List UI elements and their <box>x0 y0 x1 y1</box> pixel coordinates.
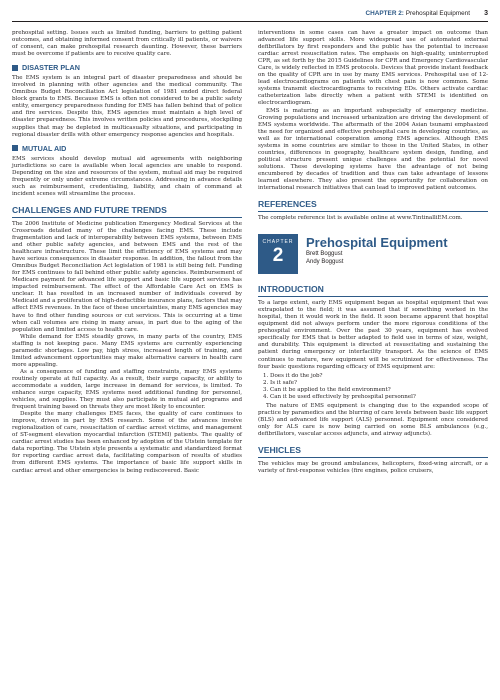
disaster-plan-heading-text: DISASTER PLAN <box>22 63 80 73</box>
chapter-number-badge <box>258 234 298 274</box>
section-square-icon <box>12 65 18 71</box>
references-heading: REFERENCES <box>258 199 488 212</box>
right-column <box>258 30 488 475</box>
chapter-label: CHAPTER 2: <box>365 10 404 17</box>
mutual-aid-heading <box>12 144 242 153</box>
page-number: 3 <box>484 10 488 17</box>
introduction-heading: INTRODUCTION <box>258 284 488 297</box>
left-column <box>12 30 242 475</box>
author-2: Andy Boggust <box>306 259 344 266</box>
references-text: The complete reference list is available online at www.TintinalliEM.com. <box>258 215 463 222</box>
chapter-title: Prehospital Equipment <box>405 10 470 17</box>
list-item: 2. Is it safe? <box>270 380 488 387</box>
author-1: Brett Boggust <box>306 251 343 258</box>
chapter-info <box>306 234 448 266</box>
list-item: 4. Can it be used effectively by prehospital personnel? <box>270 394 488 401</box>
chapter-number: 2 <box>272 245 284 267</box>
continued-paragraph-1: interventions in some cases can have a greater impact on outcome than advanced life support skills. More widespread use of automated external defibrillators by first responders and the public has the potential to increase cardiac arrest resuscitation rates. The emphasis on high-quality, uninterrupted CPR, as set forth by the 2015 Guidelines for CPR and Emergency Cardiovascular Care, is widely reflected in EMS protocols. Devices that provide instant feedback on the quality of CPR are in use by many EMS services. Prehospital use of 12-lead electrocardiograms on patients with chest pain is now common. Some systems transmit electrocardiograms to receiving EDs. Others activate cardiac catheterization labs directly when a patient with STEMI is identified on electrocardiogram. <box>258 30 488 107</box>
running-header <box>0 10 500 22</box>
chapter-word: CHAPTER <box>262 239 294 246</box>
section-square-icon <box>12 145 18 151</box>
mutual-aid-paragraph: EMS services should develop mutual aid agreements with neighboring jurisdictions so care is available when local agencies are unable to respond. Depending on the size and resources of the system, mutual aid may be required frequently or only under extreme circumstances. Addressing in advance details such as reimbursement, credentialing, liability, and chain of command at incident scenes will streamline the process. <box>12 155 242 197</box>
vehicles-paragraph: The vehicles may be ground ambulances, helicopters, fixed-wing aircraft, or a variety of first-response vehicles (fire engines, police cruisers, <box>258 461 488 475</box>
intro-paragraph: prehospital setting. Issues such as limited funding, barriers to getting patient outcomes, and obtaining informed consent from critically ill patients, or waivers of consent, can make prehospital research daunting. However, these barriers must be overcome if patients are to receive quality care. <box>12 30 242 58</box>
challenges-paragraph-1: The 2006 Institute of Medicine publication Emergency Medical Services at the Crossroads detailed many of the challenges facing EMS. These include fragmentation and lack of interoperability between EMS systems, between EMS and other public safety agencies, and between EMS and the rest of the healthcare infrastructure. These limit the efficiency of EMS systems and may have serious consequences in disaster response. In addition, the fallout from the Omnibus Budget Reconciliation Act legislation of 1981 is still being felt. Funding for EMS continues to fall behind other public safety agencies. Reimbursement of Medicare payment for advanced life support and basic life support services has impacted reimbursement. The effect of the Affordable Care Act on EMS is unclear. It has resulted in an increased number of individuals covered by Medicaid and a proliferation of high-deductible insurance plans, factors that may affect EMS revenues. In the face of these uncertainties, many EMS agencies may have to find other funding sources or cut services. This is occurring at a time when call volumes are rising in many areas, in part due to the aging of the population and limited access to health care. <box>12 220 242 333</box>
disaster-plan-heading <box>12 63 242 72</box>
challenges-paragraph-4: Despite the many challenges EMS faces, the quality of care continues to improve, driven in part by EMS research. Some of the advances involve regionalization of care, resuscitation of cardiac arrest victims, and management of ST-segment elevation myocardial infarction (STEMI) patients. The quality of cardiac arrest studies has been enhanced by adoption of the Utstein template for data reporting. The Utstein style presents a systematic and standardized format for reporting cardiac arrest data, facilitating comparison of results of studies from different EMS systems. The importance of basic life support skills in cardiac arrest and other emergencies is being rediscovered. Basic <box>12 411 242 474</box>
mutual-aid-heading-text: MUTUAL AID <box>22 143 67 153</box>
introduction-paragraph-2: The nature of EMS equipment is changing due to the expanded scope of practice by paramedics and the blurring of care levels between basic life support (BLS) and advanced life support (ALS) personnel. Equipment once considered only for ALS care is now being carried on some BLS ambulances (e.g., defibrillators, vascular access adjuncts, and airway adjuncts). <box>258 402 488 437</box>
chapter-opener <box>258 234 488 274</box>
list-item: 1. Does it do the job? <box>270 373 488 380</box>
running-title <box>366 10 470 17</box>
list-item: 3. Can it be applied to the field environment? <box>270 387 488 394</box>
vehicles-heading: VEHICLES <box>258 445 488 458</box>
challenges-paragraph-2: While demand for EMS steadily grows, in many parts of the country, EMS staffing is not keeping pace. Many EMS systems are currently experiencing paramedic shortages. Low pay, high stress, increased length of training, and limited advancement opportunities may make alternative careers in health care more appealing. <box>12 333 242 368</box>
chapter-opener-title: Prehospital Equipment <box>306 235 448 251</box>
challenges-paragraph-3: As a consequence of funding and staffing constraints, many EMS systems routinely operate at full capacity. As a result, their surge capacity, or ability to accommodate a sudden, large increase in demand for services, is limited. To enhance surge capacity, EMS systems need additional funding for personnel, vehicles, and supplies. They must also participate in mutual aid programs and frequent training based on threats they are most likely to encounter. <box>12 368 242 411</box>
disaster-plan-paragraph: The EMS system is an integral part of disaster preparedness and should be involved in planning with other agencies and the medical community. The Omnibus Budget Reconciliation Act legislation of 1981 ended direct federal block grants to EMS. Because EMS is often not considered to be a public safety entity, emergency preparedness funding for EMS has fallen behind that of police and fire services. Despite this, EMS agencies must maintain a high level of disaster preparedness. This involves written policies and procedures, stockpiling supplies that may be depleted in multicasualty situations, and participating in regional disaster drills with other emergency response agencies and hospitals. <box>12 75 242 138</box>
challenges-heading: CHALLENGES AND FUTURE TRENDS <box>12 205 242 218</box>
continued-paragraph-2: EMS is maturing as an important subspecialty of emergency medicine. Growing populations and increased urbanization are driving the development of EMS systems worldwide. The aftermath of the 2004 Asian tsunami emphasized the need for organized and effective prehospital care in developing countries, as well as for international cooperation among EMS agencies. Although EMS systems in some countries are similar to those in the United States, in other countries, differences in geography, healthcare system design, funding, and political structure present unique challenges and the potential for novel solutions. These developing systems have the advantage of not being encumbered by decades of tradition and thus can take advantage of lessons learned elsewhere. They also present the opportunity for collaboration on international research initiatives that can lead to improved patient outcomes. <box>258 107 488 192</box>
efficacy-questions-list <box>258 373 488 401</box>
header-rule <box>12 21 488 22</box>
introduction-paragraph-1: To a large extent, early EMS equipment began as hospital equipment that was extrapolated to the field; it was assumed that if something worked in the hospital, then it would work in the field. It soon became apparent that hospital equipment did not always perform under the more rigorous conditions of the prehospital environment. Over the past 30 years, equipment has evolved specifically for EMS that is better adapted to field use in terms of size, weight, and durability. This equipment is directed at resuscitating and sustaining the patient during emergency or interfacility transport. As the science of EMS continues to mature, new equipment will be scrutinized for effectiveness. The four basic questions regarding efficacy of EMS equipment are: <box>258 300 488 370</box>
